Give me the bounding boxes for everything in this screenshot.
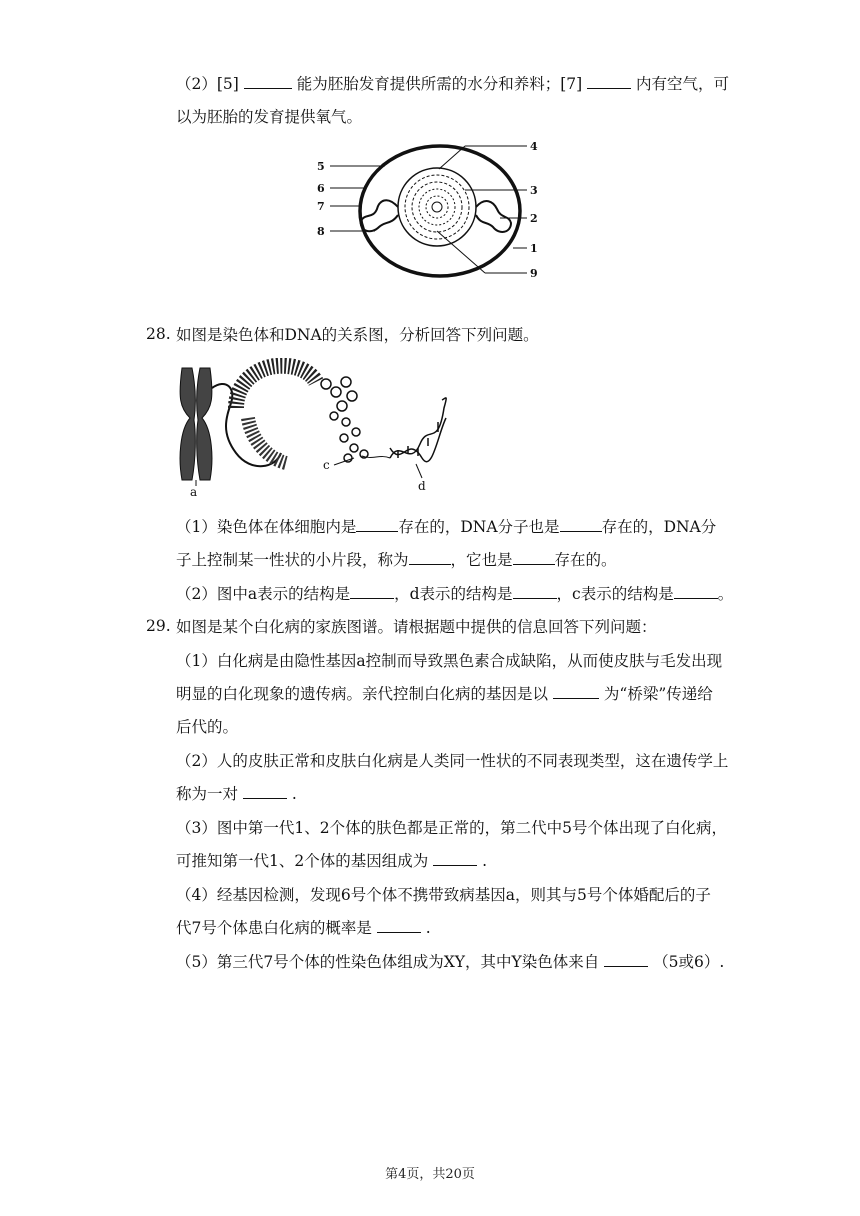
page-footer: 第4页，共20页 (385, 1167, 475, 1182)
egg-label-2: 2 (530, 212, 538, 225)
q29-p4-line2: 代7号个体患白化病的概率是 . (176, 919, 431, 937)
q27-blank-7[interactable] (587, 74, 631, 89)
q27-part2-line2: 以为胚胎的发育提供氧气。 (176, 108, 363, 126)
label-a: a (190, 485, 198, 498)
q28-p1-line2: 子上控制某一性状的小片段，称为 ，它也是 存在的。 (176, 551, 617, 569)
chalaza-right (476, 201, 511, 232)
q29-blank-1[interactable] (553, 684, 599, 699)
q29-blank-5[interactable] (604, 952, 648, 967)
label-d: d (418, 479, 426, 493)
egg-label-5: 5 (317, 160, 325, 173)
chromosome-a (180, 368, 212, 480)
q28-p2: （2）图中a表示的结构是 ，d表示的结构是 ，c表示的结构是 。 (176, 585, 734, 603)
q28-blank-3[interactable] (409, 550, 451, 565)
q28-number: 28. (146, 325, 171, 343)
q29-number: 29. (146, 617, 171, 635)
q28-blank-1[interactable] (356, 517, 398, 532)
egg-label-1: 1 (530, 242, 538, 255)
egg-label-9: 9 (530, 267, 538, 280)
chromatin-fiber (212, 384, 281, 466)
egg-structure-diagram (315, 135, 545, 285)
chromosome-dna-diagram (176, 358, 456, 498)
q28-stem: 如图是染色体和DNA的关系图，分析回答下列问题。 (176, 326, 539, 344)
q29-p1-line2: 明显的白化现象的遗传病。亲代控制白化病的基因是以 为“桥梁”传递给 (176, 685, 713, 703)
egg-label-7: 7 (317, 200, 325, 213)
q29-blank-2[interactable] (243, 784, 287, 799)
egg-label-3: 3 (530, 184, 538, 197)
egg-yolk-outer (398, 168, 476, 246)
q29-p3-line2: 可推知第一代1、2个体的基因组成为 . (176, 852, 488, 870)
q28-blank-4[interactable] (513, 550, 555, 565)
q29-p5: （5）第三代7号个体的性染色体组成为XY，其中Y染色体来自 （5或6）. (176, 953, 725, 971)
q29-p1-line3: 后代的。 (176, 718, 239, 736)
q29-blank-4[interactable] (377, 918, 421, 933)
label-c: c (323, 458, 330, 472)
q28-p1-line1: （1）染色体在体细胞内是 存在的，DNA分子也是 存在的，DNA分 (176, 518, 717, 536)
egg-label-8: 8 (317, 225, 325, 238)
chalaza-left (361, 200, 398, 231)
egg-label-6: 6 (317, 182, 325, 195)
egg-yolk-rings (405, 175, 469, 239)
q29-blank-3[interactable] (433, 851, 477, 866)
dna-helix-d (390, 398, 446, 462)
q29-stem: 如图是某个白化病的家族图谱。请根据题中提供的信息回答下列问题： (176, 618, 657, 636)
q29-p2-line2: 称为一对 . (176, 785, 297, 803)
q28-blank-d[interactable] (513, 584, 557, 599)
solenoid-coil (236, 366, 316, 463)
nucleosome-beads (321, 377, 368, 462)
q28-blank-a[interactable] (350, 584, 394, 599)
q27-blank-5[interactable] (244, 74, 292, 89)
q29-p1-line1: （1）白化病是由隐性基因a控制而导致黑色素合成缺陷，从而使皮肤与毛发出现 (176, 652, 723, 670)
q29-p3-line1: （3）图中第一代1、2个体的肤色都是正常的，第二代中5号个体出现了白化病， (176, 819, 727, 837)
q29-p4-line1: （4）经基因检测，发现6号个体不携带致病基因a，则其与5号个体婚配后的子 (176, 886, 711, 904)
egg-label-4: 4 (530, 140, 538, 153)
q29-p2-line1: （2）人的皮肤正常和皮肤白化病是人类同一性状的不同表现类型，这在遗传学上 (176, 752, 729, 770)
q28-blank-2[interactable] (560, 517, 602, 532)
q28-blank-c[interactable] (674, 584, 718, 599)
q27-part2-line1: （2）[5] 能为胚胎发育提供所需的水分和养料；[7] 内有空气，可 (176, 75, 730, 93)
